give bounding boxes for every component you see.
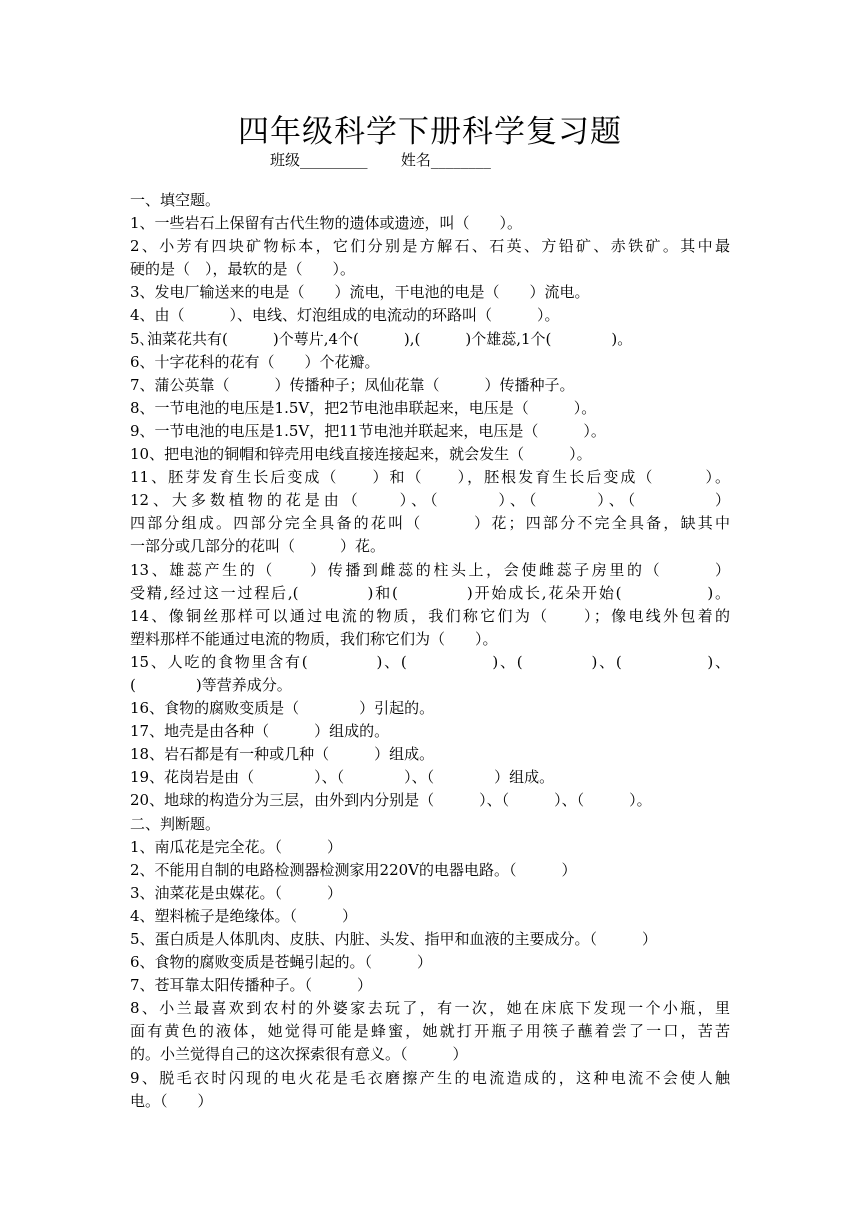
question-line: 9、脱毛衣时闪现的电火花是毛衣磨擦产生的电流造成的，这种电流不会使人触 [130, 1068, 730, 1087]
question-line: 塑料那样不能通过电流的物质，我们称它们为（ ）。 [130, 629, 498, 648]
question-line: 9、一节电池的电压是1.5V，把11节电池并联起来，电压是（ ）。 [130, 421, 606, 440]
name-label: 姓名________ [400, 151, 491, 169]
question-line: 一部分或几部分的花叫（ ）花。 [130, 537, 386, 556]
question-line: 10、把电池的铜帽和锌壳用电线直接连接起来，就会发生（ ）。 [130, 445, 592, 464]
question-line: 16、食物的腐败变质是（ ）引起的。 [130, 699, 435, 718]
question-line: 7、蒲公英靠（ ）传播种子；凤仙花靠（ ）传播种子。 [130, 375, 575, 394]
class-label: 班级_________ [270, 151, 368, 169]
question-line: 2、不能用自制的电路检测器检测家用220V的电器电路。（ ） [130, 860, 577, 879]
question-line: 5、蛋白质是人体肌肉、皮肤、内脏、头发、指甲和血液的主要成分。（ ） [130, 930, 658, 948]
question-line: 15、人吃的食物里含有( )、( )、( )、( )、 [130, 652, 730, 671]
question-line: 受精,经过这一过程后,( )和( )开始成长,花朵开始( )。 [130, 583, 730, 602]
question-line: 6、十字花科的花有（ ）个花瓣。 [130, 352, 380, 371]
question-line: 面有黄色的液体，她觉得可能是蜂蜜，她就打开瓶子用筷子蘸着尝了一口，苦苦 [130, 1022, 730, 1041]
question-line: ( )等营养成分。 [130, 675, 292, 694]
question-line: 8、小兰最喜欢到农村的外婆家去玩了，有一次，她在床底下发现一个小瓶，里 [130, 999, 730, 1018]
question-line: 的。小兰觉得自己的这次探索很有意义。（ ） [130, 1045, 468, 1064]
section-heading: 二、判断题。 [130, 814, 221, 833]
question-line: 19、花岗岩是由（ ）、（ ）、（ ）组成。 [130, 768, 555, 787]
question-line: 硬的是（ ），最软的是（ ）。 [130, 260, 356, 279]
question-line: 电。（ ） [130, 1091, 213, 1110]
page-title: 四年级科学下册科学复习题 [238, 114, 622, 150]
question-line: 4、塑料梳子是绝缘体。（ ） [130, 906, 358, 925]
question-line: 8、一节电池的电压是1.5V，把2节电池串联起来，电压是（ ）。 [130, 398, 597, 417]
question-line: 4、由（ ）、电线、灯泡组成的电流动的环路叫（ ）。 [130, 306, 560, 325]
section-heading: 一、填空题。 [130, 191, 221, 209]
question-line: 17、地壳是由各种（ ）组成的。 [130, 722, 390, 741]
question-body [130, 189, 730, 1113]
question-line: 3、油菜花是虫媒花。（ ） [130, 883, 343, 902]
question-line: 12、大多数植物的花是由（ ）、（ ）、（ ）、（ ） [130, 491, 730, 510]
question-line: 6、食物的腐败变质是苍蝇引起的。（ ） [130, 953, 433, 972]
question-line: 13、雄蕊产生的（ ）传播到雌蕊的柱头上，会使雌蕊子房里的（ ） [130, 560, 730, 579]
question-line: 5､油菜花共有( )个萼片,4个( ),( )个雄蕊,1个( )。 [130, 329, 633, 348]
student-info [270, 149, 491, 170]
question-line: 3、发电厂输送来的电是（ ）流电，干电池的电是（ ）流电。 [130, 283, 590, 302]
question-line: 四部分组成。四部分完全具备的花叫（ ）花；四部分不完全具备，缺其中 [130, 514, 730, 533]
question-line: 18、岩石都是有一种或几种（ ）组成。 [130, 745, 435, 764]
question-line: 7、苍耳靠太阳传播种子。（ ） [130, 976, 373, 995]
question-line: 11、胚芽发育生长后变成（ ）和（ ），胚根发育生长后变成（ ）。 [130, 468, 730, 487]
question-line: 1、南瓜花是完全花。（ ） [130, 837, 343, 856]
question-line: 14、像铜丝那样可以通过电流的物质，我们称它们为（ ）；像电线外包着的 [130, 606, 730, 625]
question-line: 1、一些岩石上保留有古代生物的遗体或遗迹，叫（ ）。 [130, 214, 523, 233]
question-line: 20、地球的构造分为三层，由外到内分别是（ ）、（ ）、（ ）。 [130, 791, 652, 810]
question-line: 2、小芳有四块矿物标本，它们分别是方解石、石英、方铅矿、赤铁矿。其中最 [130, 237, 730, 256]
